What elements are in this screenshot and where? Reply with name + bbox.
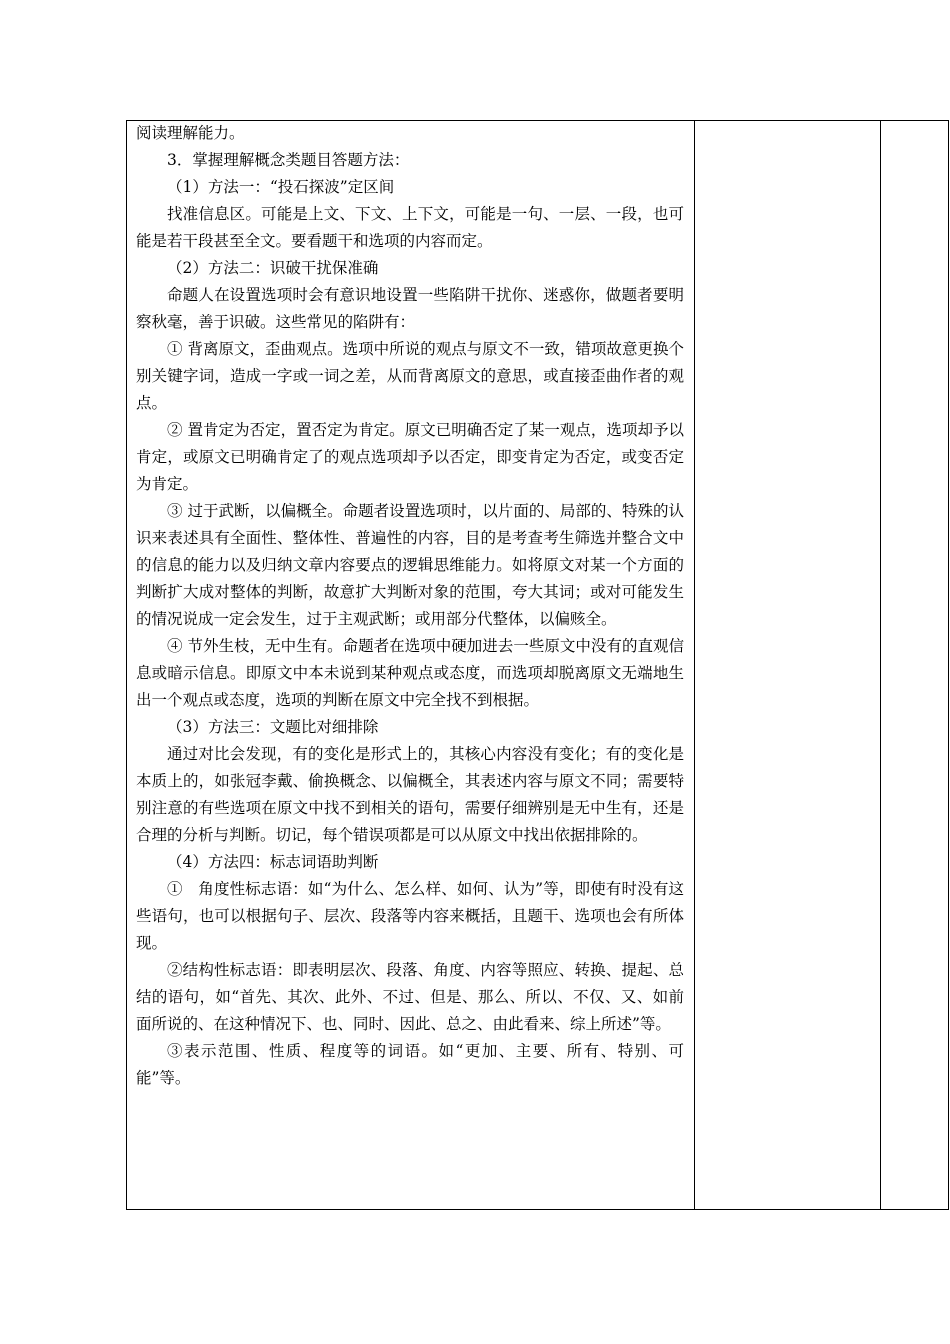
trap-item: ② 置肯定为否定，置否定为肯定。原文已明确否定了某一观点，选项却予以肯定，或原文已明确肯定了的观点选项却予以否定，即变肯定为否定，或变否定为肯定。 (136, 421, 684, 493)
marker-item: ③表示范围、性质、程度等的词语。如“更加、主要、所有、特别、可能”等。 (136, 1042, 684, 1087)
trap-item: ③ 过于武断，以偏概全。命题者设置选项时，以片面的、局部的、特殊的认识来表述具有全面性、整体性、普遍性的内容，目的是考查考生筛选并整合文中的信息的能力以及归纳文章内容要点的逻辑思维能力。如将原文对某一个方面的判断扩大成对整体的判断，故意扩大判断对象的范围，夸大其词；或对可能发生的情况说成一定会发生，过于主观武断；或用部分代整体，以偏赅全。 (136, 502, 684, 628)
method-heading: （4）方法四：标志词语助判断 (167, 853, 379, 871)
content-cell (136, 120, 684, 1092)
method-heading: （3）方法三：文题比对细排除 (167, 718, 379, 736)
trap-item: ④ 节外生枝，无中生有。命题者在选项中硬加进去一些原文中没有的直观信息或暗示信息。即原文中本未说到某种观点或态度，而选项却脱离原文无端地生出一个观点或态度，选项的判断在原文中完全找不到根据。 (136, 637, 684, 709)
column-divider-1 (694, 121, 695, 1209)
paragraph: 命题人在设置选项时会有意识地设置一些陷阱干扰你、迷惑你，做题者要明察秋毫，善于识破。这些常见的陷阱有： (136, 286, 684, 331)
paragraph: 找准信息区。可能是上文、下文、上下文，可能是一句、一层、一段，也可能是若干段甚至全文。要看题干和选项的内容而定。 (136, 205, 684, 250)
marker-item: ① 角度性标志语：如“为什么、怎么样、如何、认为”等，即使有时没有这些语句，也可以根据句子、层次、段落等内容来概括，且题干、选项也会有所体现。 (136, 880, 684, 952)
trap-item: ① 背离原文，歪曲观点。选项中所说的观点与原文不一致，错项故意更换个别关键字词，造成一字或一词之差，从而背离原文的意思，或直接歪曲作者的观点。 (136, 340, 684, 412)
marker-item: ②结构性标志语：即表明层次、段落、角度、内容等照应、转换、提起、总结的语句，如“首先、其次、此外、不过、但是、那么、所以、不仅、又、如前面所说的、在这种情况下、也、同时、因此、总之、由此看来、综上所述”等。 (136, 961, 684, 1033)
paragraph: 阅读理解能力。 (136, 124, 245, 142)
method-heading: （1）方法一：“投石探波”定区间 (167, 178, 395, 196)
section-heading: 3．掌握理解概念类题目答题方法： (167, 151, 410, 169)
paragraph: 通过对比会发现，有的变化是形式上的，其核心内容没有变化；有的变化是本质上的，如张冠李戴、偷换概念、以偏概全，其表述内容与原文不同；需要特别注意的有些选项在原文中找不到相关的语句，需要仔细辨别是无中生有，还是合理的分析与判断。切记，每个错误项都是可以从原文中找出依据排除的。 (136, 745, 684, 844)
method-heading: （2）方法二：识破干扰保准确 (167, 259, 379, 277)
column-divider-2 (880, 121, 881, 1209)
